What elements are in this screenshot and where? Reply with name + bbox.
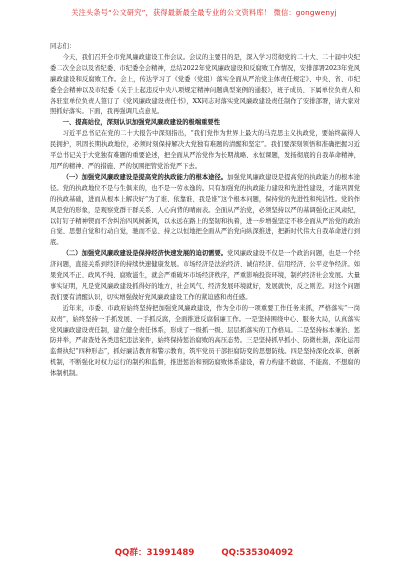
- paragraph-subsection-1: [50, 173, 360, 249]
- paragraph-recent-years: 近年来，市委、市政府始终坚持把加强党风廉政建设，作为全市的一项重要工作任务来抓，严格落实“一岗双责”，始终坚持一手抓发展、一手抓反腐，全面推进反腐倡廉工作。一是坚持围绕中心、服务大局，认真落实党风廉政建设责任制，建立健全责任体系，形成了一级抓一级、层层抓落实的工作格局。二是坚持标本兼治、惩防并举，严肃查处各类违纪违法案件，始终保持惩治腐败的高压态势。三是坚持抓早抓小、防微杜渐，深化运用监督执纪“四种形态”，抓好廉洁教育和警示教育，筑牢党员干部拒腐防变的思想防线。四是坚持深化改革、创新机制，不断强化对权力运行的制约和监督，推进惩治和预防腐败体系建设，着力构建不敢腐、不能腐、不想腐的体制机制。: [50, 304, 360, 378]
- qq-group-text: QQ群：31991489: [114, 548, 195, 558]
- subsection-heading-2: （二）加强党风廉政建设是保持经济快速发展的迫切需要。: [62, 250, 228, 258]
- paragraph-intro: 今天，我们召开全市党风廉政建设工作会议。会议的主要目的是，深入学习贯彻党的二十大、二十届中央纪委二次全会以及省纪委、市纪委全会精神，总结2022年党风廉政建设和反腐败工作情况，安排部署2023年党风廉政建设和反腐败工作。会上，传达学习了《党委（党组）落实全面从严治党主体责任规定》、中央、省、市纪委全会精神以及市纪委《关于上起违反中央八项规定精神问题典型案例的通报》，班子成员、下属单位负责人和各驻室单位负责人签订了《党风廉政建设责任书》，XX同志对落实党风廉政建设责任制作了安排部署，请大家对照抓好落实。下面，我再强调几点意见。: [50, 53, 360, 116]
- paragraph-subsection-2-body: 党风廉政建设不仅是一个政治问题，也是一个经济问题，直接关系到经济的持续快速健康发展。市场经济是法治经济、诚信经济、信用经济、公平竞争经济。如果党风不正、政风不纯、腐败滋生，就会严重破坏市场经济秩序，严重影响投资环境，制约经济社会发展。大量事实证明，凡是党风廉政建设抓得好的地方，社会风气、经济发展环境就好，发展就快，反之则差。对这个问题我们要有清醒认识，切实增强做好党风廉政建设工作的紧迫感和责任感。: [50, 250, 361, 301]
- qq-text: QQ:535304092: [221, 548, 294, 558]
- promo-banner: 关注头条号“公文研究”，获得最新最全最专业的公文资料库！ 微信：gongwenyj: [71, 8, 337, 17]
- subsection-heading-1: （一）加强党风廉政建设是提高党的执政能力的根本途径。: [62, 173, 228, 181]
- paragraph-section1: 习近平总书记在党的二十大报告中深刻指出，“我们党作为世界上最大的马克思主义执政党，要始终赢得人民拥护，巩固长期执政地位，必须时刻保持解决大党独有难题的清醒和坚定”。我们要深刻领悟和准确把握习近平总书记关于大党独有难题的重要论述，把全面从严治党作为长期战略、永恒课题，发扬彻底的自我革命精神，用严的精神、严的措施、严的氛围把管党治党严下去。: [50, 130, 360, 170]
- section-heading-1: 一、提高站位，深刻认识加强党风廉政建设的极端重要性: [62, 119, 221, 127]
- salutation: 同志们：: [50, 43, 76, 50]
- paragraph-subsection-2: [50, 249, 360, 304]
- contact-footer: [0, 546, 408, 558]
- paragraph-subsection-1-body: 加强党风廉政建设是提高党的执政能力的根本途径。党的执政地位不是与生俱来的，也不是一劳永逸的。只有加强党的执政能力建设和先进性建设，才能巩固党的执政基础，进而从根本上解决好“为了谁、依靠谁、我是谁”这个根本问题，保持党的先进性和纯洁性。党的作风是党的形象，是观察党群干群关系、人心向背的晴雨表。全面从严治党，必须坚持以严的基调强化正风肃纪，以钉钉子精神锲而不舍纠治四风树新风，以永远在路上的坚韧和执着，进一步增强坚定不移全面从严治党的政治自觉、思想自觉和行动自觉，驰而不息、持之以恒地把全面从严治党向纵深推进，把新时代伟大自我革命进行到底。: [50, 173, 361, 247]
- document-body: [50, 42, 360, 380]
